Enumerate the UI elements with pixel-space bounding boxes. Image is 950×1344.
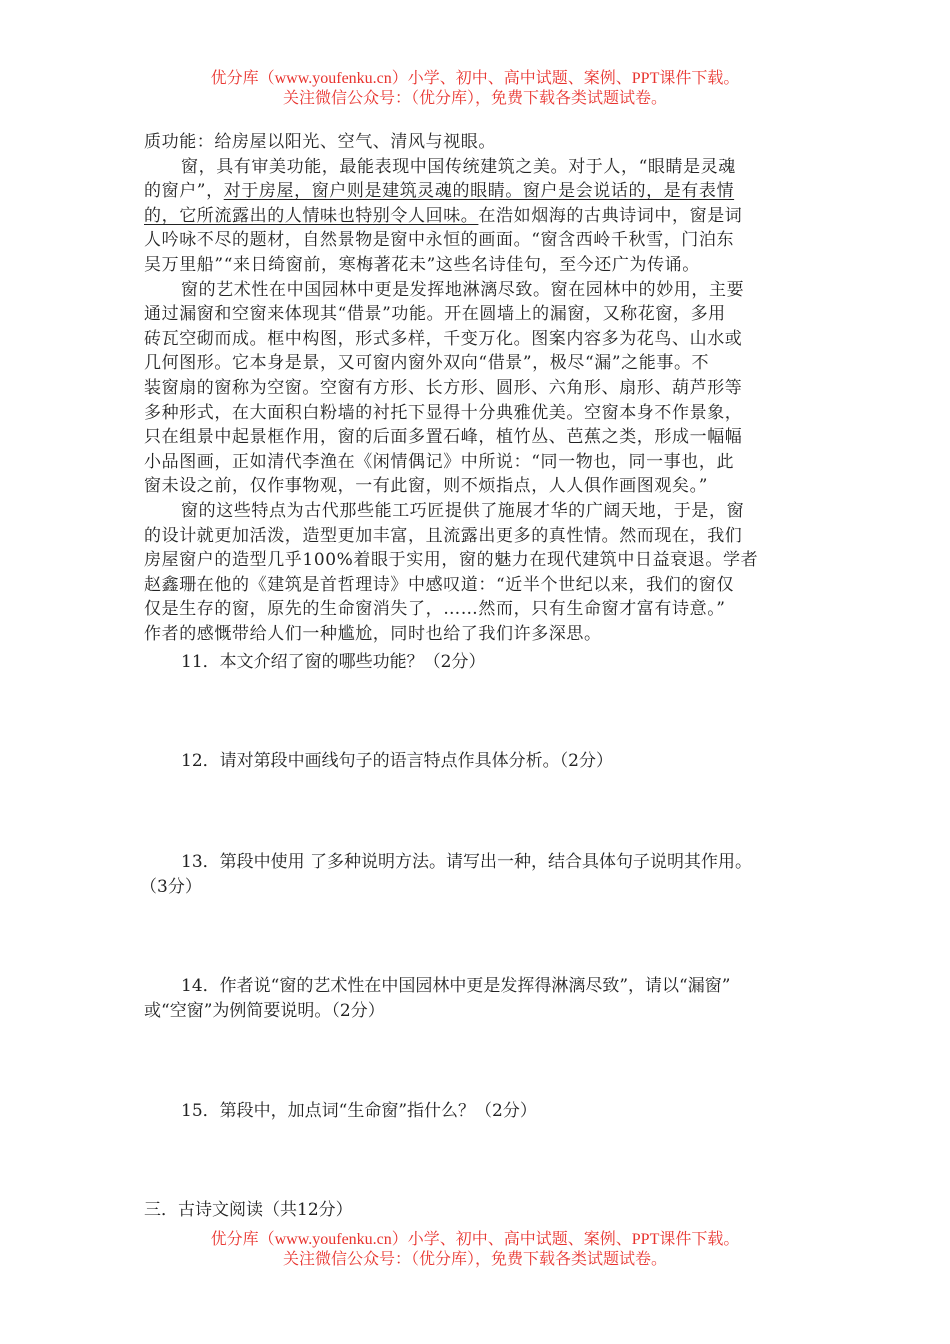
- text-span: 的窗户”，: [144, 181, 224, 202]
- paragraph-line: 窗，具有审美功能，最能表现中国传统建筑之美。对于人，“眼睛是灵魂: [181, 156, 736, 177]
- paragraph-line: 窗的这些特点为古代那些能工巧匠提供了施展才华的广阔天地，于是，窗: [181, 500, 745, 521]
- question-12: 12．请对第段中画线句子的语言特点作具体分析。（2分）: [181, 751, 613, 771]
- paragraph-line: 砖瓦空砌而成。框中构图，形式多样，千变万化。图案内容多为花鸟、山水或: [144, 328, 743, 349]
- question-13-score: （3分）: [140, 877, 202, 897]
- paragraph-line: 作者的感慨带给人们一种尴尬，同时也给了我们许多深思。: [144, 623, 602, 644]
- passage: [144, 130, 758, 646]
- paragraph-line: 多种形式，在大面积白粉墙的衬托下显得十分典雅优美。空窗本身不作景象，: [144, 402, 743, 423]
- question-13: 13．第段中使用 了多种说明方法。请写出一种，结合具体句子说明其作用。: [181, 852, 753, 872]
- paragraph-line: 的设计就更加活泼，造型更加丰富，且流露出更多的真性情。然而现在，我们: [144, 525, 743, 546]
- question-11: 11．本文介绍了窗的哪些功能？（2分）: [181, 652, 486, 672]
- paragraph-line: 窗未设之前，仅作事物观，一有此窗，则不烦指点，人人俱作画图观矣。”: [144, 476, 708, 497]
- paragraph-line: 只在组景中起景框作用，窗的后面多置石峰，植竹丛、芭蕉之类，形成一幅幅: [144, 427, 743, 448]
- header-line-1: 优分库（www.youfenku.cn）小学、初中、高中试题、案例、PPT课件下载。: [210, 70, 740, 87]
- underlined-sentence: 的，它所流露出的人情味也特别令人回味。: [144, 205, 479, 226]
- question-14-continued: 或“空窗”为例简要说明。（2分）: [144, 1001, 385, 1021]
- paragraph-line: 几何图形。它本身是景，又可窗内窗外双向“借景”，极尽“漏”之能事。不: [144, 353, 710, 374]
- footer-line-1: 优分库（www.youfenku.cn）小学、初中、高中试题、案例、PPT课件下载。: [210, 1231, 740, 1248]
- paragraph-line: 小品图画，正如清代李渔在《闲情偶记》中所说：“同一物也，同一事也，此: [144, 451, 735, 472]
- paragraph-line: 质功能：给房屋以阳光、空气、清风与视眼。: [144, 132, 496, 152]
- paragraph-line: [144, 179, 758, 204]
- paragraph-line: 装窗扇的窗称为空窗。空窗有方形、长方形、圆形、六角形、扇形、葫芦形等: [144, 377, 743, 398]
- paragraph-line: 赵鑫珊在他的《建筑是首哲理诗》中感叹道：“近半个世纪以来，我们的窗仅: [144, 574, 735, 595]
- paragraph-line: [144, 204, 758, 229]
- question-15: 15．第段中，加点词“生命窗”指什么？（2分）: [181, 1101, 537, 1121]
- paragraph-line: 仅是生存的窗，原先的生命窗消失了，……然而，只有生命窗才富有诗意。”: [144, 599, 726, 620]
- paragraph-line: 人吟咏不尽的题材，自然景物是窗中永恒的画面。“窗含西岭千秋雪，门泊东: [144, 230, 735, 251]
- text-span: 在浩如烟海的古典诗词中，窗是词: [478, 205, 743, 226]
- section-heading: 三．古诗文阅读（共12分）: [144, 1200, 353, 1220]
- underlined-sentence: 对于房屋，窗户则是建筑灵魂的眼睛。窗户是会说话的，是有表情: [223, 181, 735, 202]
- footer-line-2: 关注微信公众号：（优分库），免费下载各类试题试卷。: [282, 1251, 667, 1268]
- question-14: 14．作者说“窗的艺术性在中国园林中更是发挥得淋漓尽致”，请以“漏窗”: [181, 976, 731, 996]
- paragraph-line: 通过漏窗和空窗来体现其“借景”功能。开在圆墙上的漏窗，又称花窗，多用: [144, 304, 726, 325]
- paragraph-line: 窗的艺术性在中国园林中更是发挥地淋漓尽致。窗在园林中的妙用，主要: [181, 279, 745, 300]
- paragraph-line: 吴万里船”“来日绮窗前，寒梅著花未”这些名诗佳句，至今还广为传诵。: [144, 254, 700, 275]
- paragraph-line: 房屋窗户的造型几乎100%着眼于实用，窗的魅力在现代建筑中日益衰退。学者: [144, 550, 759, 571]
- header-line-2: 关注微信公众号：（优分库），免费下载各类试题试卷。: [282, 90, 667, 107]
